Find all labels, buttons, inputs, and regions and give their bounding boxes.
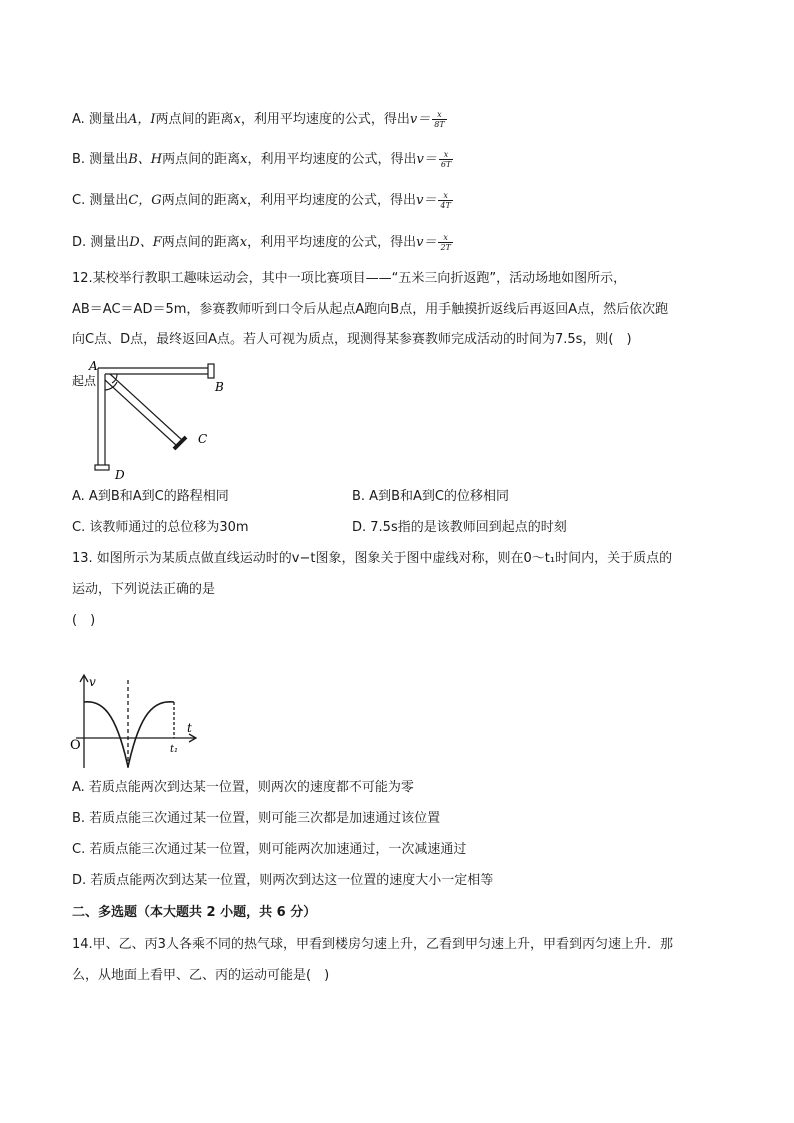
q13-stem-line2: 运动，下列说法正确的是 bbox=[72, 582, 216, 597]
option-11d: D. 测量出D、F两点间的距离x，利用平均速度的公式，得出v＝ $\frac{x}{2T}$ bbox=[72, 233, 451, 252]
section-heading: 二、多选题（本大题共 2 小题，共 6 分） bbox=[72, 905, 317, 920]
q12-stem-line2: AB＝AC＝AD＝5m，参赛教师听到口令后从起点A跑向B点，用手触摸折返线后再返回A点，然后依次跑 bbox=[72, 302, 669, 317]
label-b: B bbox=[215, 380, 224, 394]
q13-stem-line3: ( ) bbox=[72, 613, 96, 628]
q13-stem-line1: 13. 如图所示为某质点做直线运动时的v−t图象，图象关于图中虚线对称，则在0～t₁时间内，关于质点的 bbox=[72, 551, 673, 566]
label-a: A bbox=[89, 359, 98, 373]
option-12a: A. A到B和A到C的路程相同 bbox=[72, 489, 229, 504]
q13-vt-graph bbox=[70, 672, 200, 770]
q12-field-diagram bbox=[70, 358, 240, 482]
track-ac bbox=[110, 374, 182, 440]
option-12c: C. 该教师通过的总位移为30m bbox=[72, 520, 249, 535]
q12-stem-line1: 12.某校举行教职工趣味运动会，其中一项比赛项目——“五米三向折返跑”，活动场地如图所示， bbox=[72, 271, 627, 286]
option-13d: D. 若质点能两次到达某一位置，则两次到达这一位置的速度大小一定相等 bbox=[72, 873, 494, 888]
option-12b: B. A到B和A到C的位移相同 bbox=[352, 489, 509, 504]
fraction: $\frac{x}{2T}$ bbox=[440, 233, 451, 252]
option-13b: B. 若质点能三次通过某一位置，则可能三次都是加速通过该位置 bbox=[72, 811, 441, 826]
endcap-d bbox=[95, 465, 109, 470]
label-t1: t₁ bbox=[170, 744, 179, 755]
label-d: D bbox=[115, 468, 125, 482]
q14-stem-line2: 么，从地面上看甲、乙、丙的运动可能是( ) bbox=[72, 968, 330, 983]
label-t: t bbox=[187, 721, 192, 735]
endcap-b bbox=[208, 364, 214, 378]
vt-curve-left bbox=[84, 702, 128, 767]
option-12d: D. 7.5s指的是该教师回到起点的时刻 bbox=[352, 520, 567, 535]
fraction: $\frac{x}{6T}$ bbox=[440, 150, 452, 169]
q12-stem-line3: 向C点、D点，最终返回A点。若人可视为质点，现测得某参赛教师完成活动的时间为7.5s，则( ) bbox=[72, 332, 632, 347]
label-origin: O bbox=[70, 738, 81, 753]
label-v: v bbox=[89, 675, 96, 689]
option-11c: C. 测量出C，G两点间的距离x，利用平均速度的公式，得出v＝ $\frac{x}{4T}$ bbox=[72, 191, 451, 210]
fraction: $\frac{x}{4T}$ bbox=[440, 191, 451, 210]
option-13c: C. 若质点能三次通过某一位置，则可能两次加速通过，一次减速通过 bbox=[72, 842, 467, 857]
q14-stem-line1: 14.甲、乙、丙3人各乘不同的热气球，甲看到楼房匀速上升，乙看到甲匀速上升，甲看到丙匀速上升．那 bbox=[72, 937, 673, 952]
option-11a: A. 测量出A，I两点间的距离x，利用平均速度的公式，得出v＝ $\frac{x}{8T}$ bbox=[72, 110, 445, 129]
option-11b: B. 测量出B、H两点间的距离x，利用平均速度的公式，得出v＝ $\frac{x}{6T}$ bbox=[72, 150, 452, 169]
option-13a: A. 若质点能两次到达某一位置，则两次的速度都不可能为零 bbox=[72, 780, 414, 795]
label-start: 起点 bbox=[72, 374, 97, 388]
vt-curve-right bbox=[128, 702, 174, 767]
label-c: C bbox=[198, 432, 208, 446]
track-ac-inner bbox=[105, 380, 177, 446]
fraction: $\frac{x}{8T}$ bbox=[434, 110, 445, 129]
